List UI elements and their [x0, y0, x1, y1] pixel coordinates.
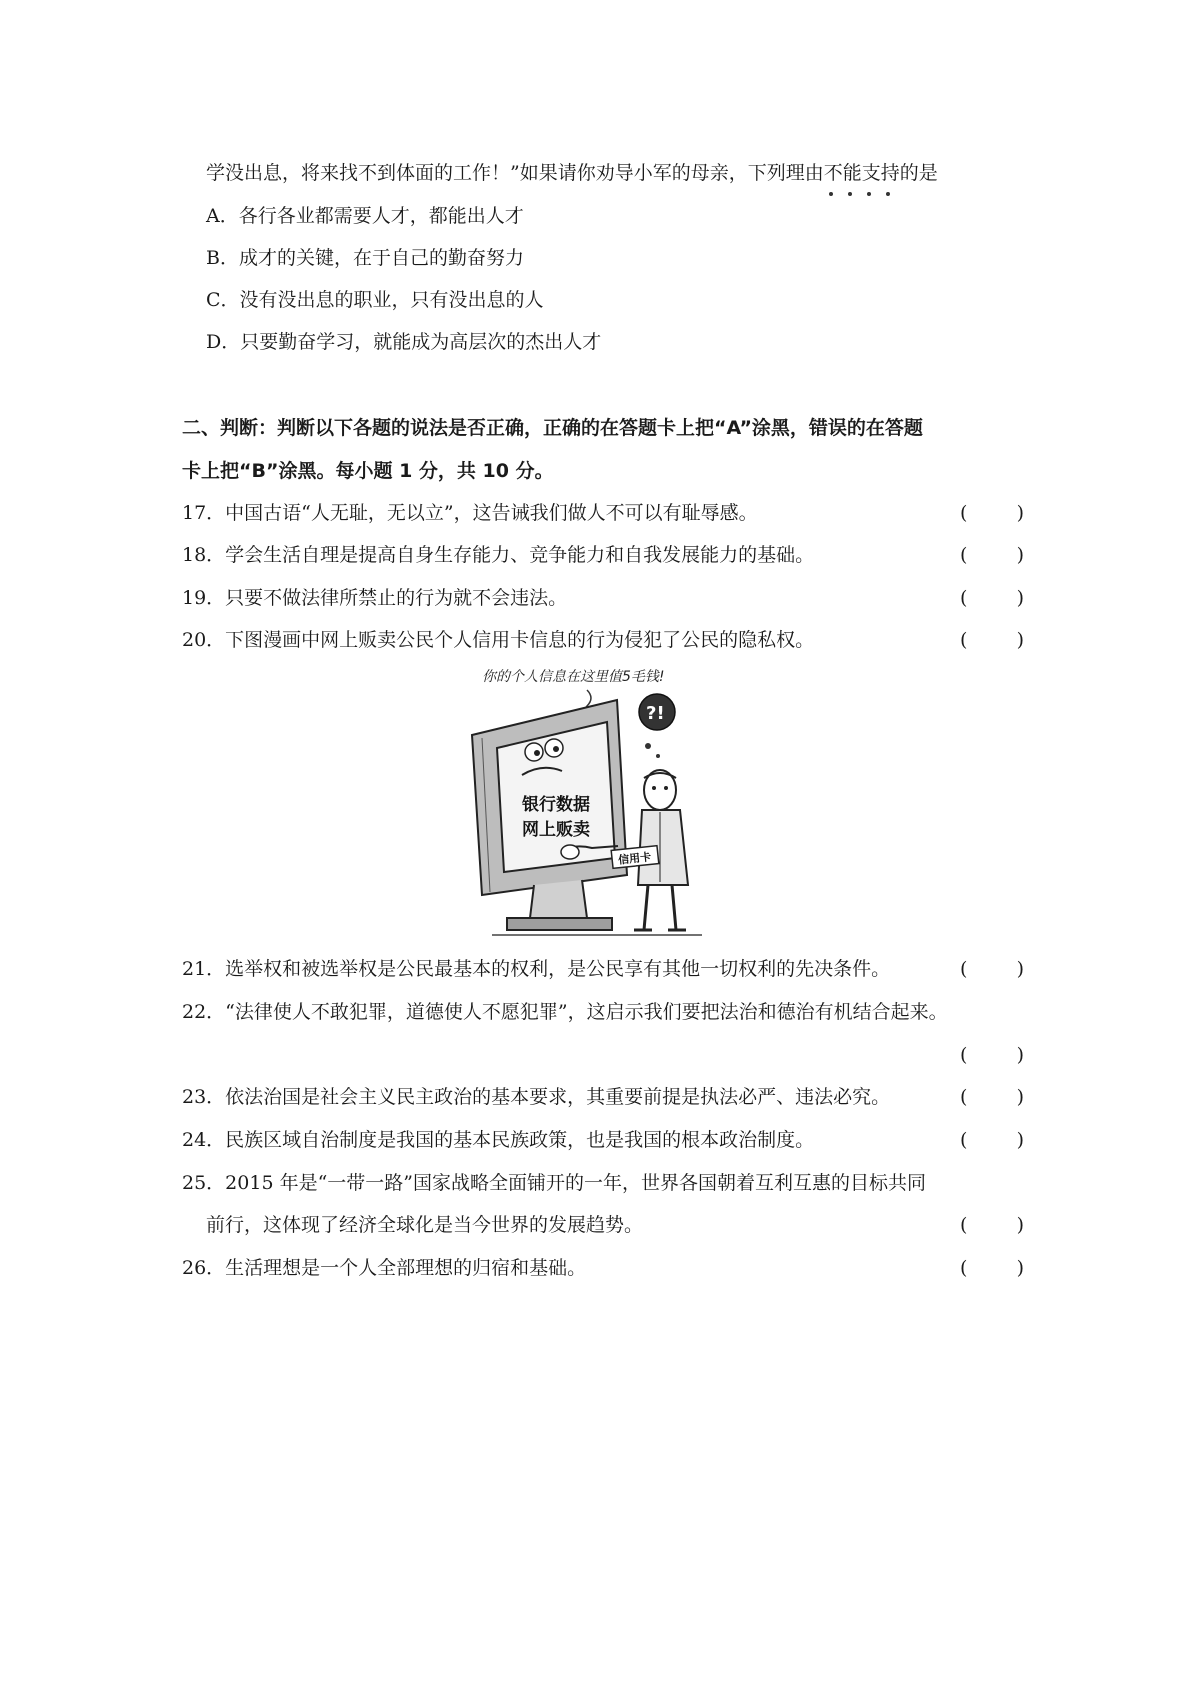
question-19: 19．只要不做法律所禁止的行为就不会违法。 ( ) — [182, 587, 1024, 609]
card-label: 信用卡 — [617, 850, 652, 867]
emphasis-char-2: 能 — [843, 153, 862, 193]
cartoon-illustration — [452, 660, 734, 945]
emphasis-char-1: 不 — [824, 153, 843, 193]
question-17: 17．中国古语“人无耻，无以立”，这告诫我们做人不可以有耻辱感。 ( ) — [182, 502, 1024, 524]
q16-stem-before: 学没出息，将来找不到体面的工作！”如果请你劝导小军的母亲，下列理由 — [206, 162, 824, 184]
question-24: 24．民族区域自治制度是我国的基本民族政策，也是我国的根本政治制度。 ( ) — [182, 1129, 1024, 1151]
q16-option-c: C．没有没出息的职业，只有没出息的人 — [206, 289, 544, 311]
question-18: 18．学会生活自理是提高自身生存能力、竞争能力和自我发展能力的基础。 ( ) — [182, 544, 1024, 566]
question-21: 21．选举权和被选举权是公民最基本的权利，是公民享有其他一切权利的先决条件。 ( ) — [182, 958, 1024, 980]
q16-option-b: B．成才的关键，在于自己的勤奋努力 — [206, 247, 524, 269]
question-22-blank-line: ( ) — [960, 1044, 1024, 1066]
screen-text-line1: 银行数据 — [522, 795, 590, 815]
question-22: 22．“法律使人不敢犯罪，道德使人不愿犯罪”，这启示我们要把法治和德治有机结合起来。 — [182, 1001, 948, 1023]
q16-option-a: A．各行各业都需要人才，都能出人才 — [206, 205, 524, 227]
question-20: 20．下图漫画中网上贩卖公民个人信用卡信息的行为侵犯了公民的隐私权。 ( ) — [182, 629, 1024, 651]
section2-heading-line1: 二、判断：判断以下各题的说法是否正确，正确的在答题卡上把“A”涂黑，错误的在答题 — [182, 417, 923, 439]
emphasis-char-4: 持 — [881, 153, 900, 193]
emphasis-char-3: 支 — [862, 153, 881, 193]
q16-option-d: D．只要勤奋学习，就能成为高层次的杰出人才 — [206, 331, 602, 353]
question-23: 23．依法治国是社会主义民主政治的基本要求，其重要前提是执法必严、违法必究。 ( ) — [182, 1086, 1024, 1108]
question-bubble: ?! — [646, 703, 665, 724]
question-26: 26．生活理想是一个人全部理想的归宿和基础。 ( ) — [182, 1257, 1024, 1279]
q16-stem-after: 的是 — [899, 162, 938, 184]
monitor-icon — [472, 700, 627, 930]
cartoon-caption: 你的个人信息在这里值5毛钱! — [482, 669, 665, 685]
section2-heading-line2: 卡上把“B”涂黑。每小题 1 分，共 10 分。 — [182, 460, 554, 482]
question-25-line2: 前行，这体现了经济全球化是当今世界的发展趋势。 ( ) — [206, 1214, 1024, 1236]
question-25: 25．2015 年是“一带一路”国家战略全面铺开的一年，世界各国朝着互利互惠的目标共同 — [182, 1172, 926, 1194]
q16-stem-end — [0, 153, 1200, 193]
screen-text-line2: 网上贩卖 — [522, 820, 590, 840]
